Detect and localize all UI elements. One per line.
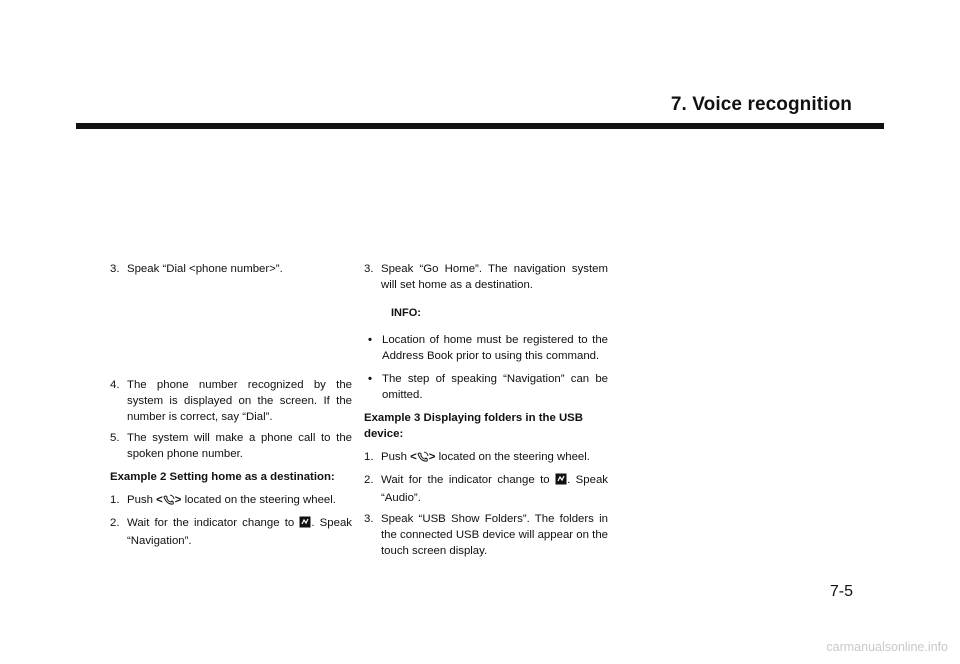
step-text-after: located on the steering wheel. [435, 451, 590, 463]
step-wait-indicator [364, 472, 608, 506]
step-text-before: Push [381, 451, 411, 463]
info-heading: INFO: [391, 307, 421, 319]
step-number: 4. [110, 379, 120, 391]
step-text: The phone number recognized by the system is displayed on the screen. If the number is correct, say “Dial”. [127, 379, 352, 423]
bullet-text: The step of speaking “Navigation” can be omitted. [382, 373, 608, 401]
watermark: carmanualsonline.info [826, 640, 948, 654]
step-text-before: Wait for the indicator change to [127, 517, 300, 529]
phone-talk-icon [163, 494, 175, 510]
step-text: Speak “USB Show Folders”. The folders in the connected USB device will appear on the touch screen display. [381, 513, 608, 557]
step-number: 3. [364, 513, 374, 525]
bracket-close: > [174, 494, 182, 506]
step-text-before: Push [127, 494, 157, 506]
step-phone-number-displayed [110, 377, 352, 425]
step-number: 5. [110, 432, 120, 444]
step-number: 3. [364, 263, 374, 275]
example2-heading: Example 2 Setting home as a destination: [110, 471, 335, 483]
step-make-call [110, 430, 352, 462]
bracket-open: < [410, 451, 417, 463]
middle-column [364, 261, 608, 559]
voice-indicator-icon [555, 473, 567, 490]
step-text-after: . Speak “Navigation”. [127, 517, 352, 547]
voice-indicator-icon [299, 516, 311, 533]
bullet-mark: • [368, 334, 372, 346]
step-go-home [364, 261, 608, 293]
phone-talk-icon [417, 451, 429, 467]
info-bullet [364, 371, 608, 403]
step-number: 1. [110, 494, 120, 506]
step-text: Speak “Go Home”. The navigation system will set home as a destination. [381, 263, 608, 291]
step-wait-indicator [110, 515, 352, 549]
bullet-text: Location of home must be registered to the Address Book prior to using this command. [382, 334, 608, 362]
step-push-talk [110, 492, 352, 510]
step-text-after: . Speak “Audio”. [381, 474, 608, 504]
step-text-after: located on the steering wheel. [181, 494, 336, 506]
step-text-before: Wait for the indicator change to [381, 474, 556, 486]
step-text: Speak “Dial <phone number>”. [127, 263, 283, 275]
header-rule [76, 123, 884, 129]
step-number: 3. [110, 263, 120, 275]
step-usb-show-folders [364, 511, 608, 559]
step-text: The system will make a phone call to the spoken phone number. [127, 432, 352, 460]
info-bullet [364, 332, 608, 364]
page-number: 7-5 [829, 583, 853, 600]
step-dial [110, 261, 352, 277]
left-column [110, 261, 352, 549]
bracket-open: < [156, 494, 163, 506]
example3-heading: Example 3 Displaying folders in the USB device: [364, 412, 584, 440]
step-number: 2. [110, 517, 120, 529]
chapter-title: 7. Voice recognition [670, 94, 852, 115]
step-number: 1. [364, 451, 374, 463]
bullet-mark: • [368, 373, 372, 385]
step-push-talk [364, 449, 608, 467]
bracket-close: > [428, 451, 436, 463]
step-number: 2. [364, 474, 374, 486]
